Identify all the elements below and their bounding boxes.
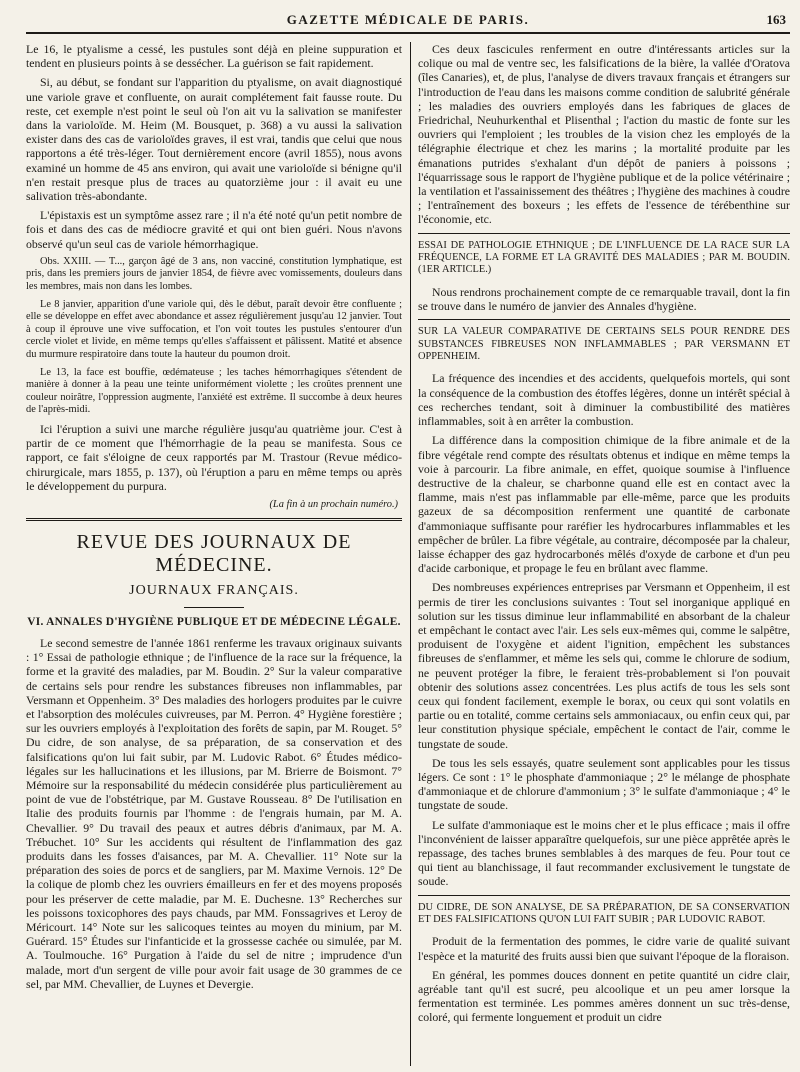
- paragraph: La différence dans la composition chimique de la fibre animale et de la fibre végétale rend compte des résultats obtenus et indique en même temps la voie à parcourir. La fibre animale, en effet, quoique soumise à l'influence destructive de la chaleur, se charbonne quand elle est en contact avec la flamme, mais n'est pas inflammable par elle-même, parce que les produits gazeux de sa décomposition renferment une quantité de carbonate d'ammoniaque suffisante pour raréfier les hydrocarbures inflammables et les empêcher de brûler. La fibre végétale, au contraire, décomposée par la chaleur, laisse échapper des gaz hydrocarbonés mêlés d'oxyde de carbone et d'un peu d'acide carbonique, et propage le feu en brûlant avec flamme.: [418, 433, 790, 576]
- subheading-rule: [184, 607, 244, 608]
- section-subheading: JOURNAUX FRANÇAIS.: [129, 582, 299, 598]
- paragraph: Le sulfate d'ammoniaque est le moins cher et le plus efficace ; mais il offre l'inconvénient de laisser apparaître quelquefois, sur une pièce apprêtée après le repassage, des taches brunes semblables à des marques de feu. Pour tout ce qui tient au blanchissage, il faut recommander exclusivement le tungstate de soude.: [418, 817, 790, 889]
- observation-paragraph: Le 13, la face est bouffie, œdémateuse ; les taches hémorrhagiques s'étendent de manière à donner à la peau une teinte uniformément violette ; les croûtes prennent une couleur noirâtre, l'oppression augmente, l'anxiété est extrême. Il succombe à deux heures de l'après-midi.: [26, 366, 402, 416]
- paragraph: Des nombreuses expériences entreprises par Versmann et Oppenheim, il est permis de tirer les conclusions suivantes : Tout sel inorganique appliqué en solution sur les tissus diminue leur inflammabilité en absorbant de la chaleur et empêchant le contact avec l'air. Les sels eux-mêmes qui, comme le salpêtre, produisent de l'oxygène et aident l'ignition, empêchent les substances fibreuses de s'enflammer, et même les sels qui, comme le chlorure de sodium, ne peuvent protéger la fibre, le feraient très-probablement si l'on pouvait obtenir des solutions assez concentrées. Les plus actifs de tous les sels sont ceux qui fondent facilement, exemple le borax, ou ceux qui sont volatils en partie ou en totalité, comme certains sels ammoniacaux, ou enfin ceux qui, par leur constitution physique spéciale, empêchent le contact de l'air, comme le tungstate de soude.: [418, 580, 790, 751]
- journal-title: GAZETTE MÉDICALE DE PARIS.: [286, 12, 530, 27]
- paragraph: En général, les pommes douces donnent en petite quantité un cidre clair, agréable tant qu'il est sucré, peu alcoolique et un peu amer lorsque la fermentation est terminée. Les pommes amères donnent un suc très-dense, coloré, qui fermente longuement et produit un cidre: [418, 967, 790, 1025]
- left-column: [26, 42, 402, 1066]
- paragraph: De tous les sels essayés, quatre seulement sont applicables pour les tissus légers. Ce sont : 1° le phosphate d'ammoniaque ; 2° le mélange de phosphate d'ammoniaque et de chlorure d'ammonium ; 3° le sulfate d'ammoniaque ; 4° le tungstate de soude.: [418, 755, 790, 813]
- article-title: DU CIDRE, DE SON ANALYSE, DE SA PRÉPARATION, DE SA CONSERVATION ET DES FALSIFICATIONS QU'ON LUI FAIT SUBIR ; PAR LUDOVIC RABOT.: [418, 895, 790, 927]
- paragraph: Si, au début, se fondant sur l'apparition du ptyalisme, on avait diagnostiqué une variole grave et confluente, on aurait complétement fait fausse route. Du reste, cet exemple n'est point le seul où l'on ait vu la salivation se manifester dans la varioloïde. M. Heim (M. Bousquet, p. 368) a vu aussi la salivation exister dans des cas de varioloïdes graves, il est vrai, tandis que celui que nous rapportons a été très-léger. Tout dernièrement encore (avril 1855), nous avons examiné un homme de 45 ans environ, qui avait une varioloïde si bénigne qu'il n'en restait presque plus de traces au quatorzième jour : il avait eu une salivation très-abondante.: [26, 75, 402, 204]
- right-column: [418, 42, 790, 1066]
- paragraph: Ces deux fascicules renferment en outre d'intéressants articles sur la colique ou mal de ventre sec, les falsifications de la bière, la vallée d'Oratova (îles Canaries), et, de plus, l'analyse de divers travaux français et étrangers sur l'introduction de l'eau dans les maisons comme condition de salubrité générale ; les maladies des ouvriers employés dans les fabriques de glaces de Friedrichal, Neuhurkenthal et Plisenthal ; l'action du mastic de fonte sur les ouvriers qui l'emploient ; les troubles de la vision chez les employés de la télégraphie électrique et chez les marins ; la mortalité produite par les émanations putrides s'exhalant d'un dépôt de paniers à poissons ; l'équarrissage sous le rapport de l'hygiène publique et de la police vétérinaire ; la ventilation et l'assainissement des théâtres ; l'hygiène des machines à coudre ; l'entraînement des boxeurs ; les effets de l'essence de térébenthine sur l'économie, etc.: [418, 42, 790, 227]
- paragraph: L'épistaxis est un symptôme assez rare ; il n'a été noté qu'un petit nombre de fois et dans des cas de médiocre gravité et qui ont bien guéri. Nous n'avons observé qu'un seul cas de variole hémorrhagique.: [26, 208, 402, 251]
- article-title: ESSAI DE PATHOLOGIE ETHNIQUE ; DE L'INFLUENCE DE LA RACE SUR LA FRÉQUENCE, LA FORME ET LA GRAVITÉ DES MALADIES ; PAR M. BOUDIN. (1ER ARTICLE.): [418, 233, 790, 277]
- paragraph: Ici l'éruption a suivi une marche régulière jusqu'au quatrième jour. C'est à partir de ce moment que l'hémorrhagie de la peau se manifesta. Sous ce rapport, ce fait s'éloigne de ceux rapportés par M. Trastour (Revue médico-chirurgicale, mars 1855, p. 137), où l'éruption a paru en même temps ou après le développement du purpura.: [26, 421, 402, 493]
- observation-paragraph: Obs. XXIII. — T..., garçon âgé de 3 ans, non vacciné, constitution lymphatique, est pris, dans les premiers jours de janvier 1854, de fièvre avec vomissements, douleurs dans les membres, mais non dans les lombes.: [26, 255, 402, 293]
- paragraph: La fréquence des incendies et des accidents, quelquefois mortels, qui sont la conséquence de la combustion des étoffes légères, donne un intérêt spécial à ces recherches tendant, soit à diminuer la combustibilité des matières inflammables, soit à en arrêter la combustion.: [418, 371, 790, 429]
- observation-paragraph: Le 8 janvier, apparition d'une variole qui, dès le début, paraît devoir être confluente ; elle se développe en effet avec abondance et assez régulièrement jusqu'au 12 janvier. Tout à coup il éprouve une vive suffocation, et l'on voit toutes les pustules s'entourer d'un cercle violet et livide, en même temps qu'elles s'affaissent et pâlissent. Matité et absence du murmure respiratoire dans toute la hauteur du poumon droit.: [26, 298, 402, 360]
- article-title: SUR LA VALEUR COMPARATIVE DE CERTAINS SELS POUR RENDRE DES SUBSTANCES FIBREUSES NON INFLAMMABLES ; PAR VERSMANN ET OPPENHEIM.: [418, 319, 790, 363]
- journal-review-title: VI. ANNALES D'HYGIÈNE PUBLIQUE ET DE MÉDECINE LÉGALE.: [27, 615, 401, 628]
- section-divider: [26, 518, 402, 521]
- paragraph: Le 16, le ptyalisme a cessé, les pustules sont déjà en pleine suppuration et tendent en plusieurs points à se dessécher. La guérison se fait rapidement.: [26, 42, 402, 71]
- paragraph: Nous rendrons prochainement compte de ce remarquable travail, dont la fin se trouve dans le numéro de janvier des Annales d'hygiène.: [418, 284, 790, 314]
- page-header: [26, 8, 790, 34]
- newspaper-page: [26, 8, 790, 1066]
- paragraph: Produit de la fermentation des pommes, le cidre varie de qualité suivant l'espèce et la maturité des fruits aussi bien que suivant l'époque de la floraison.: [418, 934, 790, 963]
- page-number: 163: [766, 12, 786, 27]
- section-heading: REVUE DES JOURNAUX DE MÉDECINE.: [76, 530, 352, 576]
- column-divider: [410, 42, 411, 1066]
- continuation-note: (La fin à un prochain numéro.): [269, 498, 398, 510]
- paragraph: Le second semestre de l'année 1861 renferme les travaux originaux suivants : 1° Essai de pathologie ethnique ; de l'influence de la race sur la fréquence, la forme et la gravité des maladies, par M. Boudin. 2° Sur la valeur comparative de certains sels pour rendre les substances fibreuses non inflammables, par Versmann et Oppenheim. 3° Des maladies des horlogers produites par le cuivre et l'absorption des molécules cuivreuses, par M. Perron. 4° Hygiène forestière ; sur les ouvriers employés à l'exploitation des forêts de sapin, par M. Rouget. 5° Du cidre, de son analyse, de sa préparation, de sa conservation et des falsifications qu'on lui fait subir, par M. Ludovic Rabot. 6° Études médico-légales sur les hallucinations et les illusions, par M. Brierre de Boismont. 7° Mémoire sur la responsabilité du médecin considérée plus particulièrement au point de vue de l'obstétrique, par M. Gustave Rousseau. 8° De l'utilisation en Italie des produits fournis par l'homme : de l'engrais humain, par M. A. Chevallier. 9° Du travail des peaux et autres débris d'animaux, par M. A. Trébuchet. 10° Sur les accidents qui résultent de l'inflammation des gaz produits dans les fosses d'aisances, par M. A. Chevallier. 11° Note sur la préparation des soies de porcs et de sangliers, par M. Maxime Vernois. 12° De la colique de plomb chez les ouvriers émailleurs en fer et des moyens proposés pour les préserver de cette maladie, par M. E. Duchesne. 13° Recherches sur les poissons toxicophores des pays chauds, par MM. Fonssagrives et Leroy de Méricourt. 14° Note sur les salicoques teintes au moyen du minium, par M. Guérard. 15° Études sur l'infanticide et la grossesse cachée ou simulée, par M. A. Toulmouche. 16° Purgation à l'aide du sel de nitre ; imprudence d'un malade, mort d'un sergent de ville pour avoir fait usage de 30 grammes de ce sel, par MM. Chevallier, de Luynes et Devergie.: [26, 635, 402, 991]
